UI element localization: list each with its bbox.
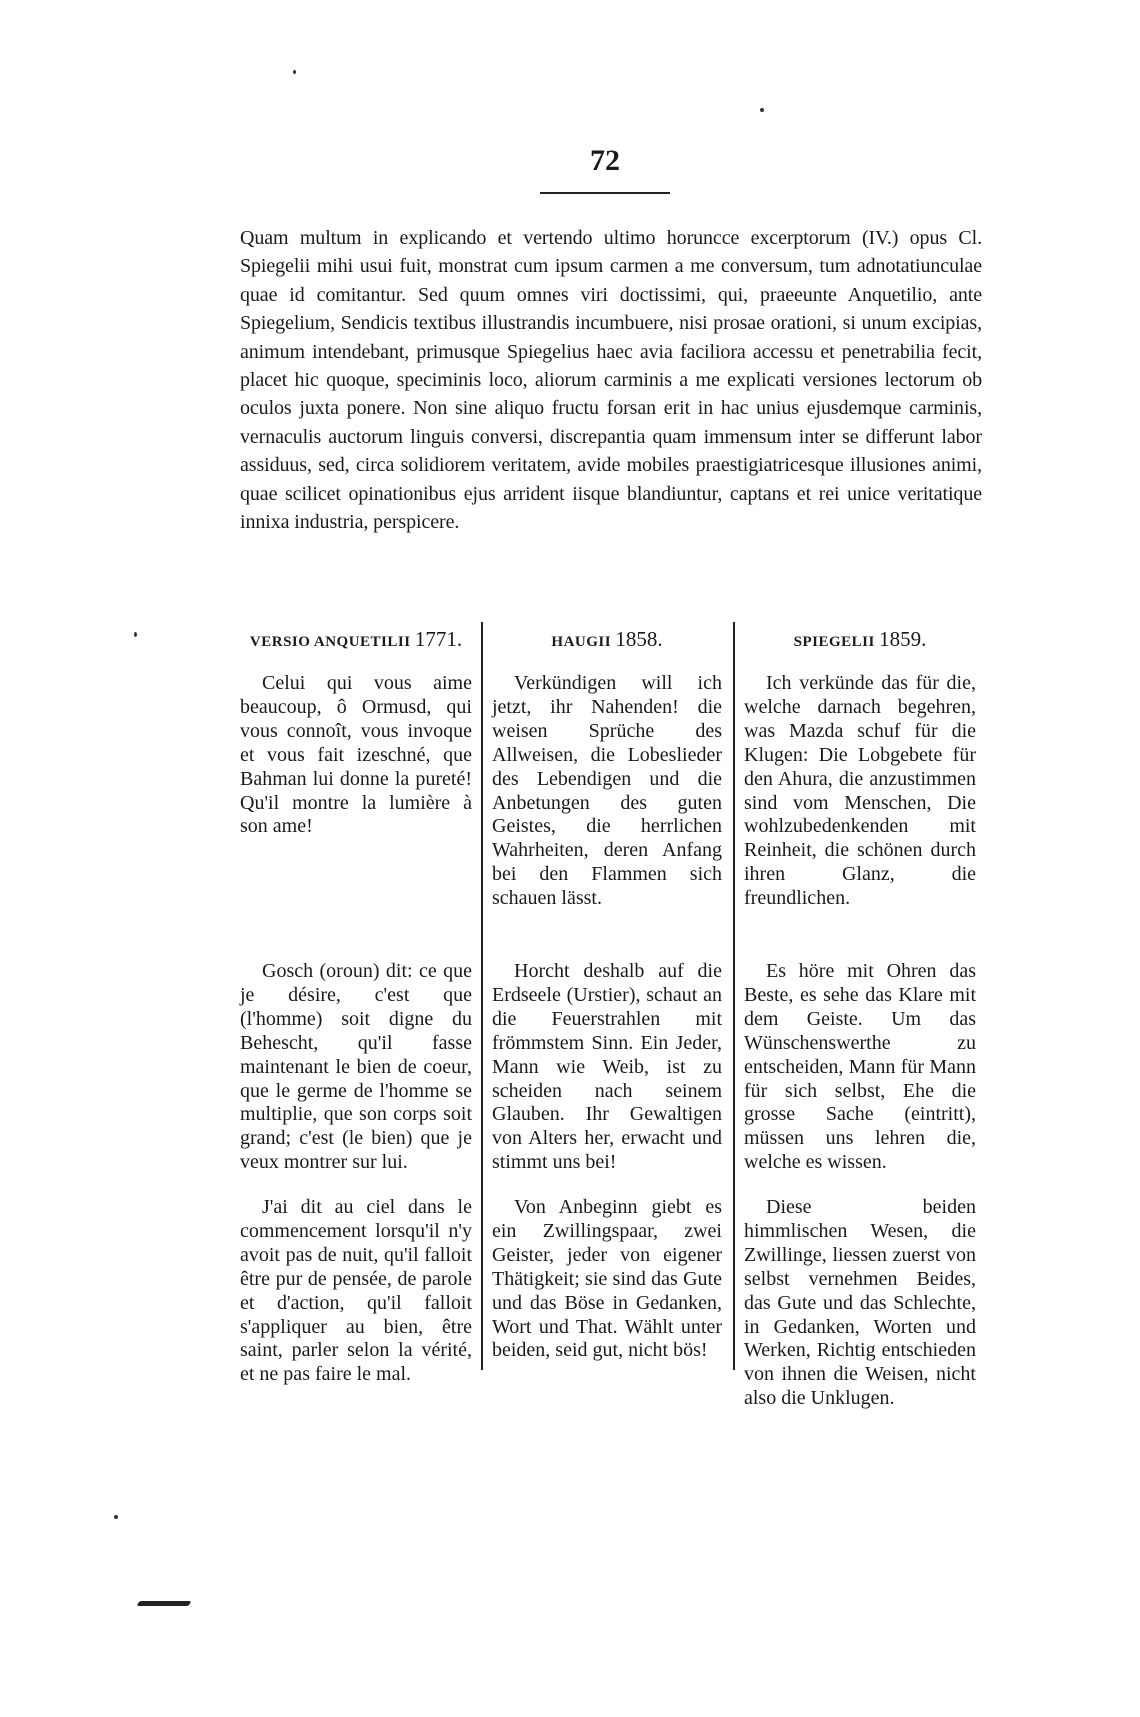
heading-label: VERSIO ANQUETILII [249,634,411,650]
stanza: Horcht deshalb auf die Erdseele (Urstier), schaut an die Feuerstrahlen mit frömmstem Sinn. Ein Jeder, Mann wie Weib, ist zu scheiden nach seinem Glauben. Ihr Gewaltigen von Alters her, erwacht und stimmt uns bei! [492,960,722,1174]
column-rule [733,622,735,1370]
heading-label: HAUGII [551,634,612,650]
column-heading [744,622,976,656]
stanza: Von Anbeginn giebt es ein Zwillingspaar, zwei Geister, jeder von eigener Thätigkeit; sie sind das Gute und das Böse in Gedanken, Wort und That. Wählt unter beiden, seid gut, nicht bös! [492,1196,722,1362]
stanza: Diese beiden himmlischen Wesen, die Zwillinge, liessen zuerst von selbst vernehmen Beides, das Gute und das Schlechte, in Gedanken, Worten und Werken, Richtig entschieden von ihnen die Weisen, nicht also die Unklugen. [744,1196,976,1410]
column-anquetil [240,622,472,1386]
scan-speck [134,632,137,637]
stanza: Celui qui vous aime beaucoup, ô Ormusd, qui vous connoît, vous invoque et vous fait izeschné, que Bahman lui donne la pureté! Qu'il montre la lumière à son ame! [240,672,472,838]
heading-label: SPIEGELII [793,634,875,650]
scan-speck [293,70,296,74]
heading-year: 1771. [414,627,463,651]
scan-speck [760,108,764,112]
column-haug [492,622,722,1362]
page-number: 72 [590,144,620,177]
scan-mark [137,1601,192,1606]
heading-year: 1859. [879,627,927,651]
stanza: J'ai dit au ciel dans le commencement lorsqu'il n'y avoit pas de nuit, qu'il falloit être pur de pensée, de parole et d'action, qu'il falloit s'appliquer au bien, être saint, parler selon la vérité, et ne pas faire le mal. [240,1196,472,1386]
column-heading [240,622,472,656]
stanza: Verkündigen will ich jetzt, ihr Nahenden! die weisen Sprüche des Allweisen, die Lobeslieder des Lebendigen und die Anbetungen des guten Geistes, die herrlichen Wahrheiten, deren Anfang bei den Flammen sich schauen lässt. [492,672,722,910]
scan-speck [114,1515,118,1519]
column-spiegel [744,622,976,1410]
stanza: Ich verkünde das für die, welche darnach begehren, was Mazda schuf für die Klugen: Die Lobgebete für den Ahura, die anzustimmen sind vom Menschen, Die wohlzubedenkenden mit Reinheit, die schönen durch ihren Glanz, die freundlichen. [744,672,976,910]
stanza: Gosch (oroun) dit: ce que je désire, c'est que (l'homme) soit digne du Behescht, qu'il fasse maintenant le bien de coeur, que le germe de l'homme se multiplie, que son corps soit grand; c'est (le bien) que je veux montrer sur lui. [240,960,472,1174]
heading-year: 1858. [615,627,663,651]
column-rule [481,622,483,1370]
intro-paragraph: Quam multum in explicando et vertendo ultimo horuncce excerptorum (IV.) opus Cl. Spiegelii mihi usui fuit, monstrat cum ipsum carmen a me conversum, tum adnotatiunculae quae id comitantur. Sed quum omnes viri doctissimi, qui, praeeunte Anquetilio, ante Spiegelium, Sendicis textibus illustrandis incumbuere, nisi prosae orationi, si unum excipias, animum intendebant, primusque Spiegelius haec avia faciliora accessu et penetrabilia fecit, placet hic quoque, speciminis loco, aliorum carminis a me explicati versiones lectorum ob oculos juxta ponere. Non sine aliquo fructu forsan erit in hac unius ejusdemque carminis, vernaculis auctorum linguis conversi, discrepantia quam immensum inter se differunt labor assiduus, sed, circa solidiorem veritatem, avide mobiles praestigiatricesque illusiones animi, quae scilicet opinationibus ejus arrident iisque blandiuntur, captans et rei unice veritatique innixa industria, perspicere. [240,227,982,534]
stanza: Es höre mit Ohren das Beste, es sehe das Klare mit dem Geiste. Um das Wünschenswerthe zu entscheiden, Mann für Mann für sich selbst, Ehe die grosse Sache (eintritt), müssen uns lehren die, welche es wissen. [744,960,976,1174]
column-heading [492,622,722,656]
page-number-rule [540,192,670,194]
